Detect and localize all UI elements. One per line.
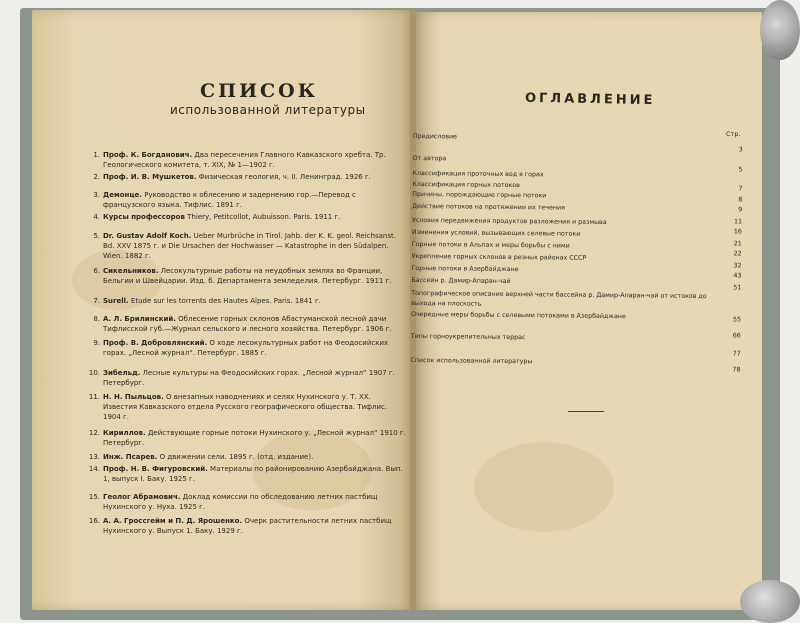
toc-entry: Типы горноукрепительных террас 66 <box>410 332 741 342</box>
toc-entry: 78 <box>732 366 741 374</box>
reference-item: 10. Зибельд. Лесные культуры на Феодосийских горах. „Лесной журнал“ 1907 г. Петербург. <box>88 369 395 387</box>
toc-entry: Классификация проточных вод в горах 7 <box>412 169 743 193</box>
reference-item: 8. А. Л. Брилинский. Облесение горных склонов Абастуманской лесной дачи Тифлисской губ.—Журнал сельского и лесного хозяйства. Петербург. 1906 г. <box>93 315 392 333</box>
metal-weight-bottom <box>740 580 800 623</box>
reference-item: 1. Проф. К. Богданович. Два пересечения Главного Кавказского хребта. Тр. Геологического комитета, т. XIX, № 1—1902 г. <box>93 151 386 169</box>
toc-entry: Список использованной литературы 77 <box>410 350 741 366</box>
toc-title: ОГЛАВЛЕНИЕ <box>524 90 656 109</box>
paper-stain <box>474 442 614 532</box>
toc-entry: Предисловие 3 <box>412 132 743 154</box>
toc-entry: Причины, порождающие горные потоки 9 <box>412 190 743 214</box>
toc-entry: Укрепление горных склонов в резных районах СССР 32 <box>411 252 742 270</box>
divider-rule <box>568 411 604 412</box>
reference-item: 12. Кириллов. Действующие горные потоки Нухинского у. „Лесной журнал“ 1910 г. Петербург. <box>88 429 406 447</box>
reference-item: 14. Проф. Н. В. Фигуровский. Материалы по районированию Азербайджана. Вып. 1, выпуск I. Баку. 1925 г. <box>88 465 403 483</box>
references-title: СПИСОК <box>200 80 318 102</box>
references-subtitle: использованной литературы <box>170 103 366 117</box>
toc-entry: Очередные меры борьбы с селевыми потоками в Азербайджане 55 <box>410 310 742 324</box>
metal-weight-top <box>760 0 800 60</box>
reference-item: 4. Курсы профессоров Thiery, Petitcollot, Aubuisson. Paris. 1911 г. <box>93 213 341 221</box>
reference-item: 3. Демонце. Руководство к облесению и задернению гор.—Перевод с французского языка. Тифлис. 1891 г. <box>93 191 356 209</box>
toc-entry: Горные потоки в Азербайджане 43 <box>411 264 742 280</box>
toc-entry: Условия передвижения продуктов разложения и размыва 16 <box>411 216 742 236</box>
toc-entry: Бассейн р. Дамир-Апаран-чай 51 <box>411 276 742 292</box>
reference-item: 9. Проф. В. Добровлянский. О ходе лесокультурных работ на Феодосийских горах. „Лесной журнал“. Петербург. 1885 г. <box>93 339 389 357</box>
reference-item: 7. Surell. Etude sur les torrents des Hautes Alpes. Paris. 1841 г. <box>93 297 321 305</box>
reference-item: 13. Инж. Псарев. О движении сели. 1895 г. (отд. издание). <box>88 453 314 461</box>
reference-item: 5. Dr. Gustav Adolf Koch. Ueber Murbrüche in Tirol. Jahb. der K. K. geol. Reichsanst. Bd. XXV 1875 г. и Die Ursachen der Hochwasser — Katastrophe in den Südalpen. Wien. 1882 г. <box>93 232 396 260</box>
reference-item: 11. Н. Н. Пыльцов. О внезапных наводнениях и селях Нухинского у. Т. XX. Известия Кавказского отдела Русского географического общества. Тифлис. 1904 г. <box>88 393 388 421</box>
toc-entry: Изменения условий, вызывающих селевые потоки 21 <box>411 228 742 248</box>
toc-page-header: Стр. <box>726 130 741 138</box>
reference-item: 6. Сикельников. Лесокультурные работы на неудобных землях во Франции, Бельгии и Швейцарии. Изд. б. Департамента земледелия. Петербург. 1911 г. <box>93 267 392 285</box>
toc-entry: Топографическое описание верхней части бассейна р. Дамир-Апаран-чай от истоков до выхода на плоскость <box>411 289 707 308</box>
reference-item: 2. Проф. И. В. Мушкетов. Физическая геология, ч. II. Ленинград. 1926 г. <box>93 173 371 181</box>
toc-entry: Классификация горных потоков 8 <box>412 180 743 204</box>
toc-entry: Действие потоков на протяжении их течения 11 <box>412 202 743 226</box>
toc-entry: Горные потоки в Альпах и меры борьбы с ними 22 <box>411 240 742 258</box>
toc-entry: От автора 5 <box>412 154 743 174</box>
reference-item: 15. Геолог Абрамович. Доклад комиссии по обследованию летних пастбищ Нухинского у. Нуха. 1925 г. <box>88 493 378 511</box>
reference-item: 16. А. А. Гроссгейм и П. Д. Ярошенко. Очерк растительности летних пастбищ Нухинского у. Выпуск 1. Баку. 1929 г. <box>88 517 392 535</box>
